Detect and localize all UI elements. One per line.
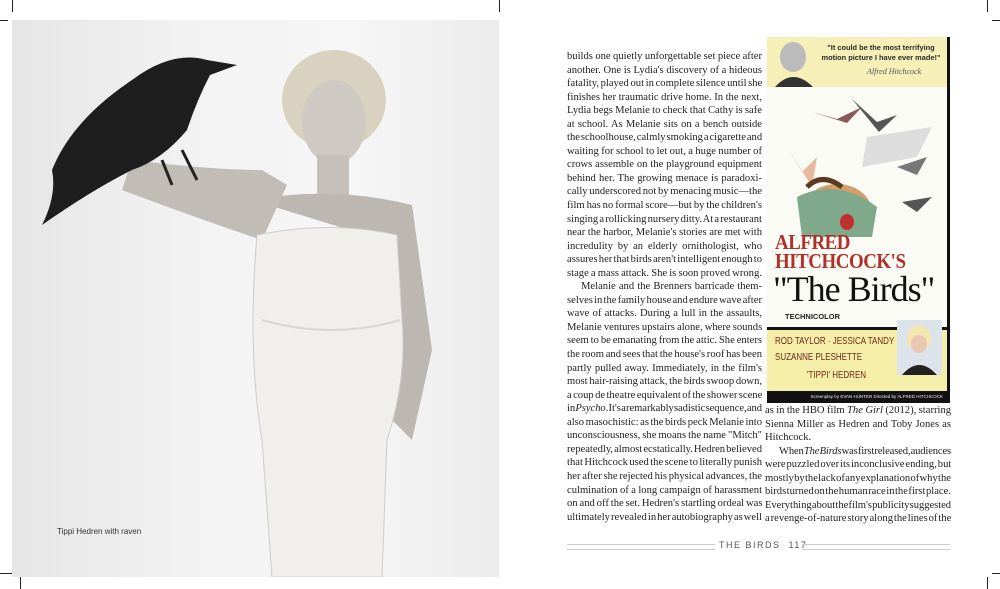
- hitchcock-portrait-icon: [771, 37, 816, 87]
- text-line: birds turned on the human race in the first place.: [765, 486, 951, 498]
- poster-quote: "It could be the most terrifying motion picture I have ever made!": [821, 43, 941, 62]
- text-fragment: in: [567, 403, 576, 415]
- text-line: a revenge-of-nature story along the lines of the: [765, 513, 952, 525]
- text-line: repeatedly, almost ecstatically. Hedren believed: [567, 443, 762, 455]
- text-line: at school. As Melanie sits on a bench outside: [567, 118, 762, 130]
- text-line: also masochistic: as the birds peck Melanie into: [567, 416, 762, 428]
- film-title: The Birds: [803, 445, 842, 457]
- poster-credits: Screenplay by EVAN HUNTER Directed by ALFRED HITCHCOCK: [767, 391, 947, 403]
- text-fragment: When: [779, 445, 804, 457]
- text-line: fatality, played out in complete silence until she: [567, 78, 763, 90]
- crop-mark: [987, 577, 988, 589]
- text-line: incredulity by an elderly ornithologist, who: [567, 240, 762, 252]
- text-line: most hair-raising attack, the birds swoop down,: [567, 376, 763, 388]
- footer-rule: [802, 544, 950, 550]
- text-line: that Hitchcock used the scene to literally punish: [567, 457, 762, 469]
- text-line: seem to be emanating from the attic. She enters: [567, 335, 762, 347]
- poster-technicolor: TECHNICOLOR: [785, 312, 840, 321]
- text-fragment: as in the HBO film: [765, 405, 848, 416]
- text-line: her after she rejected his physical advances, the: [567, 470, 762, 482]
- text-line: assures her that birds aren't intelligent enough to: [567, 254, 762, 266]
- text-line: ultimately revealed in her autobiography as well: [567, 511, 762, 523]
- text-line: behind her. The growing menace is paradoxi-: [567, 172, 762, 184]
- poster-title-alfred: ALFRED: [775, 230, 851, 254]
- crop-mark: [499, 0, 500, 12]
- poster-title-hitchcocks: HITCHCOCK'S: [775, 249, 906, 273]
- text-fragment: . It's a remarkably sadistic sequence, and: [605, 403, 762, 415]
- footer-rule: [567, 544, 715, 550]
- text-line: finishes her traumatic drive home. In the next,: [567, 91, 762, 103]
- text-line: waiting for school to let out, a huge number of: [567, 145, 762, 157]
- page-number: 117: [788, 540, 808, 550]
- crop-mark: [992, 20, 1000, 21]
- crop-mark: [12, 0, 13, 12]
- text-line: Lydia begs Melanie to check that Cathy is safe: [567, 105, 762, 117]
- poster-illustration: [767, 87, 947, 237]
- text-line: a coup de theatre equivalent of the shower scene: [567, 389, 763, 401]
- photo-illustration: [12, 20, 499, 577]
- running-head: [719, 540, 807, 550]
- crop-mark: [992, 573, 1000, 574]
- page-footer: [567, 540, 950, 552]
- poster-title-line1: [775, 230, 928, 273]
- body-text-column-right: [765, 404, 951, 526]
- text-line: mostly by the lack of any explanation of why the: [765, 472, 951, 484]
- text-line: cally underscored not by menacing music—the: [567, 186, 762, 198]
- text-line: partly pulled away. Immediately, in the film's: [567, 362, 762, 374]
- poster-cast-line: SUZANNE PLESHETTE: [775, 352, 863, 363]
- text-line: Everything about the film's publicity suggested: [765, 499, 951, 511]
- poster-title-main: "The Birds": [773, 269, 935, 309]
- text-line: culmination of a long campaign of harassment: [567, 484, 763, 496]
- hedren-portrait-icon: [897, 320, 942, 375]
- text-line: another. One is Lydia's discovery of a hideous: [567, 64, 762, 76]
- photo-caption: Tippi Hedren with raven: [57, 527, 142, 536]
- text-line: Melanie ventures upstairs alone, where sounds: [567, 321, 763, 333]
- text-fragment: was first released, audiences: [841, 445, 951, 457]
- crop-mark: [20, 577, 21, 589]
- text-line: on and off the set. Hedren's startling ordeal was: [567, 498, 763, 510]
- text-line: were puzzled over its inconclusive ending, but: [765, 459, 952, 471]
- text-fragment: (2012), starring: [882, 405, 952, 416]
- photo-tippi-hedren-with-raven: [12, 20, 499, 577]
- text-line: near the harbor, Melanie's stories are met with: [567, 227, 762, 239]
- text-line: film has no formal score—but by the children's: [567, 200, 762, 212]
- text-line: wave of attacks. During a lull in the assaults,: [567, 308, 762, 320]
- text-line: unconsciousness, she moans the name "Mitch": [567, 430, 762, 442]
- poster-quote-band: [767, 37, 947, 87]
- film-title: Psycho: [575, 403, 606, 415]
- crop-mark: [987, 0, 988, 12]
- text-line: the schoolhouse, calmly smoking a cigarette and: [567, 132, 763, 144]
- body-text-column-left: [567, 50, 762, 524]
- text-line: [765, 445, 951, 459]
- text-line: crows assemble on the playground equipment: [567, 159, 762, 171]
- the-birds-poster: [767, 37, 950, 403]
- text-line: Hitchcock.: [765, 432, 812, 444]
- hitchcock-signature: Alfred Hitchcock: [867, 67, 922, 76]
- poster-cast-line: 'TIPPI' HEDREN: [807, 370, 867, 381]
- poster-cast-line: ROD TAYLOR · JESSICA TANDY: [775, 336, 895, 347]
- poster-cast-band: [767, 327, 947, 394]
- text-line: [765, 404, 951, 418]
- running-head-title: THE BIRDS: [719, 540, 781, 550]
- text-line: stage a mass attack. She is soon proved wrong.: [567, 267, 762, 279]
- text-line: singing a rollicking nursery ditty. At a restaurant: [567, 213, 762, 225]
- text-line: selves in the family house and endure wave after: [567, 294, 762, 306]
- text-line: builds one quietly unforgettable set piece after: [567, 51, 762, 62]
- text-line: [567, 402, 762, 416]
- crop-mark: [0, 20, 8, 21]
- text-line: Melanie and the Brenners barricade them-: [581, 281, 762, 293]
- text-line: the room and sees that the house's roof has been: [567, 349, 762, 361]
- film-title: The Girl: [847, 405, 883, 416]
- text-line: Sienna Miller as Hedren and Toby Jones as: [765, 418, 951, 430]
